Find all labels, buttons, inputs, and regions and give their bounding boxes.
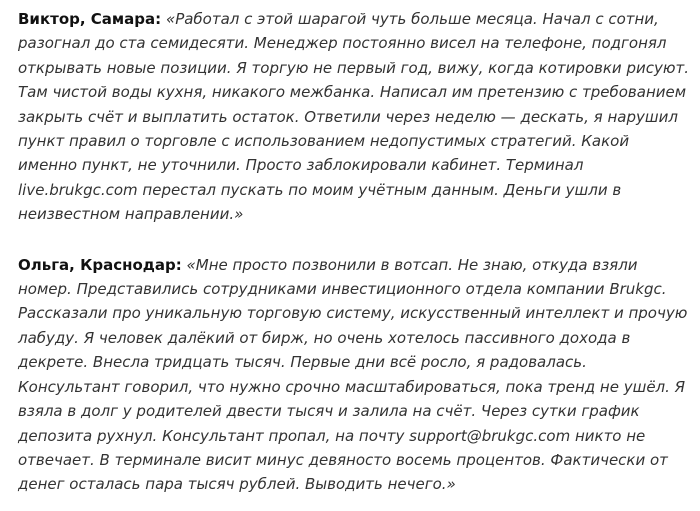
review-paragraph — [18, 7, 690, 227]
review-text: «Работал с этой шарагой чуть больше месяца. Начал с сотни, разогнал до ста семидесяти. Менеджер постоянно висел на телефоне, подгонял открывать новые позиции. Я торгую не первый год, вижу, когда котировки рисуют. Там чистой воды кухня, никакого межбанка. Написал им претензию с требованием закрыть счёт и выплатить остаток. Ответили через неделю — дескать, я нарушил пункт правил о торговле с использованием недопустимых стратегий. Какой именно пункт, не уточнили. Просто заблокировали кабинет. Терминал live.brukgc.com перестал пускать по моим учётным данным. Деньги ушли в неизвестном направлении.» — [18, 10, 689, 224]
review-text: «Мне просто позвонили в вотсап. Не знаю, откуда взяли номер. Представились сотрудниками инвестиционного отдела компании Brukgc. Рассказали про уникальную торговую систему, искусственный интеллект и прочую лабуду. Я человек далёкий от бирж, но очень хотелось пассивного дохода в декрете. Внесла тридцать тысяч. Первые дни всё росло, я радовалась. Консультант говорил, что нужно срочно масштабироваться, пока тренд не ушёл. Я взяла в долг у родителей двести тысяч и залила на счёт. Через сутки график депозита рухнул. Консультант пропал, на почту support@brukgc.com никто не отвечает. В терминале висит минус девяносто восемь процентов. Фактически от денег осталась пара тысяч рублей. Выводить нечего.» — [18, 255, 688, 494]
review-author: Виктор, Самара: — [18, 10, 162, 28]
review-author: Ольга, Краснодар: — [18, 255, 182, 274]
review-paragraph — [18, 253, 690, 497]
